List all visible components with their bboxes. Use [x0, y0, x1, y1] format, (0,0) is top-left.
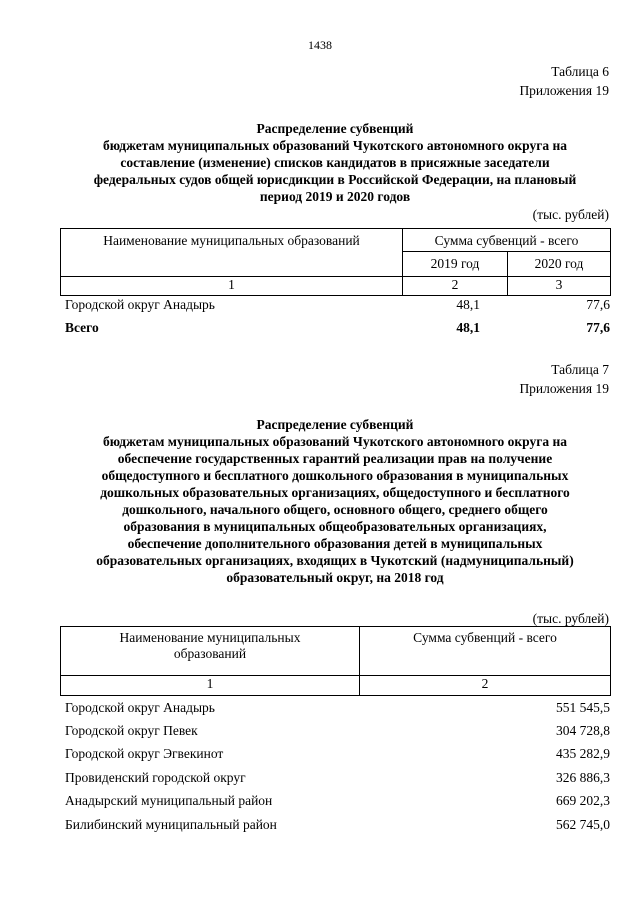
header-col-name: Наименование муниципальных образований — [61, 229, 403, 277]
header-num-3: 3 — [508, 277, 611, 296]
table6-title: Распределение субвенций бюджетам муниципальных образований Чукотского автономного округа на составление (изменение) списков кандидатов в присяжные заседатели федеральных судов общей юрисдикции в Российской Федерации, на плановый период 2019 и 2020 годов — [93, 121, 577, 204]
table7-title: Распределение субвенций бюджетам муниципальных образований Чукотского автономного округа на обеспечение государственных гарантий реализации прав на получение общедоступного и бесплатного дошкольного образования в муниципальных дошкольных образовательных организациях, общедоступного и бесплатного дошкольного, начального общего, основного общего, среднего общего образования в муниципальных общеобразовательных организациях, обеспечение дополнительного образования детей в муниципальных образовательных организациях, входящих в Чукотский (надмуниципальный) образовательный округ, на 2018 год — [96, 417, 574, 585]
header-year-2019: 2019 год — [403, 252, 508, 277]
header-col-sum: Сумма субвенций - всего — [360, 627, 611, 676]
table6-header — [60, 228, 611, 296]
table6-reference: Таблица 6 Приложения 19 — [519, 64, 609, 98]
header-num-2: 2 — [360, 676, 611, 696]
header-col-sum: Сумма субвенций - всего — [403, 229, 611, 252]
table7-units: (тыс. рублей) — [532, 611, 609, 626]
table6-units: (тыс. рублей) — [532, 207, 609, 222]
table7-header — [60, 626, 611, 696]
header-num-1: 1 — [61, 277, 403, 296]
header-num-2: 2 — [403, 277, 508, 296]
header-col-name: Наименование муниципальных образований — [61, 627, 360, 676]
page-number: 1438 — [308, 38, 332, 52]
table7-reference: Таблица 7 Приложения 19 — [519, 362, 609, 396]
header-year-2020: 2020 год — [508, 252, 611, 277]
header-num-1: 1 — [61, 676, 360, 696]
